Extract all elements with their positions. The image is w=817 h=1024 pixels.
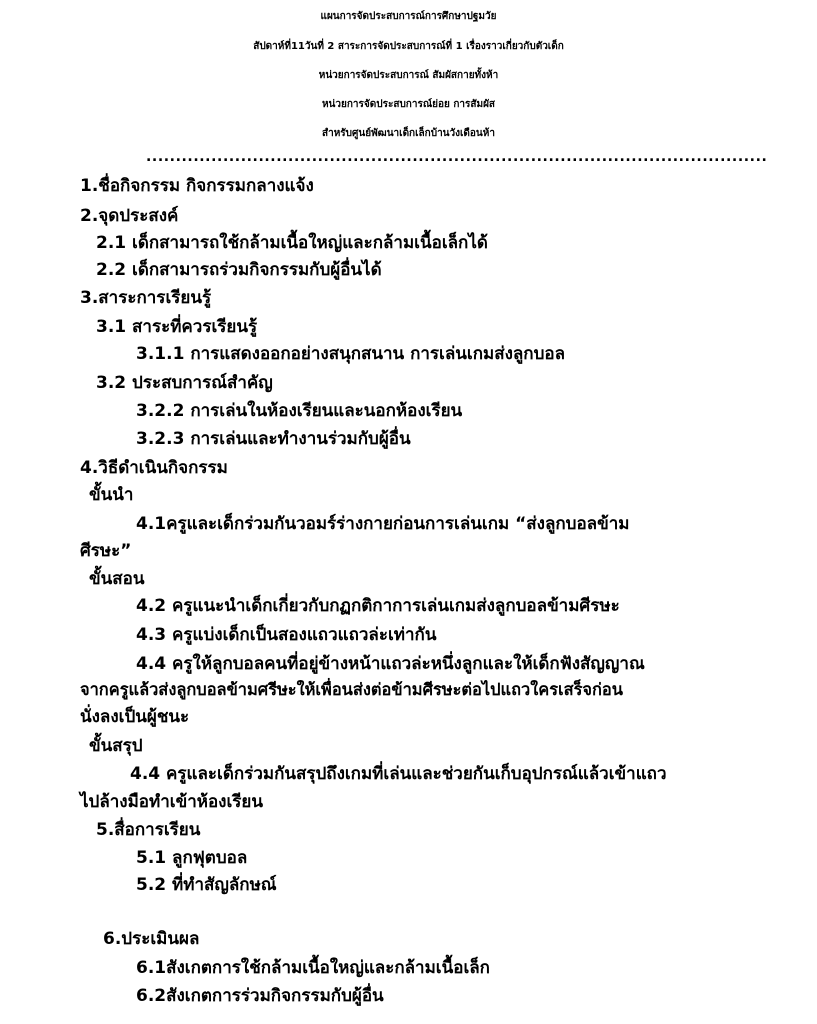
procedure-item: 4.4 ครูให้ลูกบอลคนที่อยู่ข้างหน้าแถวล่ะหนึ่งลูกและให้เด็กฟังสัญญาณ [136,654,645,674]
content-item: 3.2.2 การเล่นในห้องเรียนและนอกห้องเรียน [136,401,463,421]
procedure-item-cont: ศีรษะ” [80,541,132,561]
stage-teach-label: ขั้นสอน [89,569,145,589]
stage-intro-label: ขั้นนำ [89,485,134,505]
procedure-item: 4.1ครูและเด็กร่วมกันวอมร์ร่างกายก่อนการเล่นเกม “ส่งลูกบอลข้าม [136,514,630,534]
material-item: 5.1 ลูกฟุตบอล [136,848,248,868]
material-item: 5.2 ที่ทำสัญลักษณ์ [136,875,277,895]
center-name: สำหรับศูนย์พัฒนาเด็กเล็กบ้านวังเดือนห้า [322,128,495,139]
evaluation-item: 6.1สังเกตการใช้กล้ามเนื้อใหญ่และกล้ามเนื้อเล็ก [136,958,490,978]
learning-content-heading: 3.สาระการเรียนรู้ [80,288,212,308]
procedure-item-cont: ไปล้างมือทำเข้าห้องเรียน [80,792,263,812]
materials-heading: 5.สื่อการเรียน [96,820,201,840]
plan-title: แผนการจัดประสบการณ์การศึกษาปฐมวัย [320,11,497,22]
sub-unit-name: หน่วยการจัดประสบการณ์ย่อย การสัมผัส [321,99,496,110]
content-subheading: 3.2 ประสบการณ์สำคัญ [96,373,273,393]
unit-name: หน่วยการจัดประสบการณ์ สัมผัสกายทั้งห้า [318,70,499,81]
activity-name: 1.ชื่อกิจกรรม กิจกรรมกลางแจ้ง [80,176,314,196]
content-subheading: 3.1 สาระที่ควรเรียนรู้ [96,317,258,337]
content-item: 3.2.3 การเล่นและทำงานร่วมกับผู้อื่น [136,429,411,449]
header-divider: ......................................................................................................... [146,149,768,165]
evaluation-heading: 6.ประเมินผล [103,929,200,949]
week-day-topic: สัปดาห์ที่11วันที่ 2 สาระการจัดประสบการณ์ที่ 1 เรื่องราวเกี่ยวกับตัวเด็ก [253,41,564,52]
procedure-item-cont: นั่งลงเป็นผู้ชนะ [80,707,190,727]
content-item: 3.1.1 การแสดงออกอย่างสนุกสนาน การเล่นเกมส่งลูกบอล [136,344,566,364]
procedure-item-cont: จากครูแล้วส่งลูกบอลข้ามศรีษะให้เพื่อนส่งต่อข้ามศีรษะต่อไปแถวใครเสร็จก่อน [80,680,623,699]
procedure-heading: 4.วิธีดำเนินกิจกรรม [80,458,228,478]
procedure-item: 4.3 ครูแบ่งเด็กเป็นสองแถวแถวล่ะเท่ากัน [136,625,437,645]
procedure-item: 4.2 ครูแนะนำเด็กเกี่ยวกับกฏกติกาการเล่นเกมส่งลูกบอลข้ามศีรษะ [136,596,620,616]
objectives-heading: 2.จุดประสงค์ [80,206,179,226]
objective-item: 2.1 เด็กสามารถใช้กล้ามเนื้อใหญ่และกล้ามเนื้อเล็กได้ [96,233,488,253]
stage-conclusion-label: ขั้นสรุป [89,736,143,756]
objective-item: 2.2 เด็กสามารถร่วมกิจกรรมกับผู้อื่นได้ [96,260,382,280]
procedure-item: 4.4 ครูและเด็กร่วมกันสรุปถึงเกมที่เล่นและช่วยกันเก็บอุปกรณ์แล้วเข้าแถว [130,764,667,784]
evaluation-item: 6.2สังเกตการร่วมกิจกรรมกับผู้อื่น [136,986,384,1006]
